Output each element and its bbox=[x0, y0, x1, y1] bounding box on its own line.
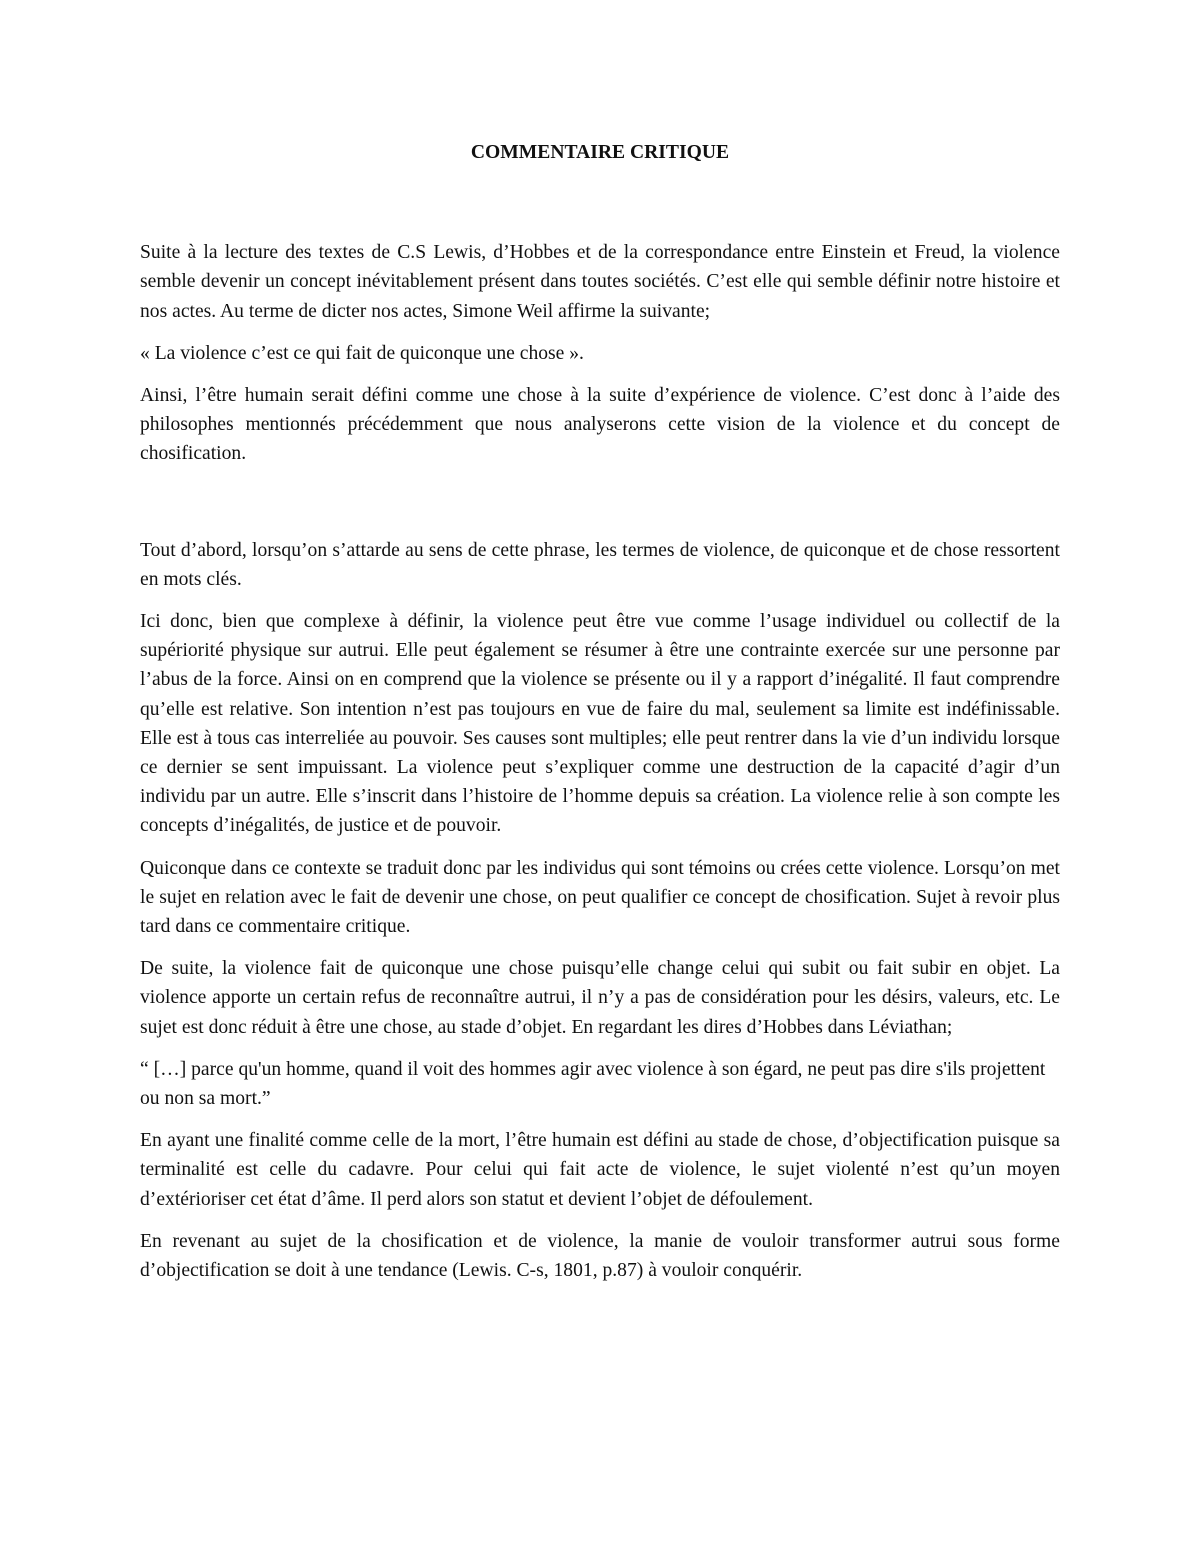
document-body bbox=[140, 138, 1060, 1298]
paragraph-thesis: Ainsi, l’être humain serait défini comme une chose à la suite d’expérience de violence. C’est donc à l’aide des philosophes mentionnés précédemment que nous analyserons cette vision de la violence et du concept de chosification. bbox=[140, 385, 1060, 465]
paragraph-finalite: En ayant une finalité comme celle de la mort, l’être humain est défini au stade de chose, d’objectification puisque sa terminalité est celle du cadavre. Pour celui qui fait acte de violence, le sujet violenté n’est qu’un moyen d’extérioriser cet état d’âme. Il perd alors son statut et devient l’objet de défoulement. bbox=[140, 1130, 1060, 1210]
paragraph-violence-definition: Ici donc, bien que complexe à définir, la violence peut être vue comme l’usage individuel ou collectif de la supériorité physique sur autrui. Elle peut également se résumer à être une contrainte exercée sur une personne par l’abus de la force. Ainsi on en comprend que la violence se présente ou il y a rapport d’inégalité. Il faut comprendre qu’elle est relative. Son intention n’est pas toujours en vue de faire du mal, seulement sa limite est indéfinissable. Elle est à tous cas interreliée au pouvoir. Ses causes sont multiples; elle peut rentrer dans la vie d’un individu lorsque ce dernier se sent impuissant. La violence peut s’expliquer comme une destruction de la capacité d’agir d’un individu par un autre. Elle s’inscrit dans l’histoire de l’homme depuis sa création. La violence relie à son compte les concepts d’inégalités, de justice et de pouvoir. bbox=[140, 611, 1060, 837]
paragraph-intro: Suite à la lecture des textes de C.S Lewis, d’Hobbes et de la correspondance entre Einstein et Freud, la violence semble devenir un concept inévitablement présent dans toutes sociétés. C’est elle qui semble définir notre histoire et nos actes. Au terme de dicter nos actes, Simone Weil affirme la suivante; bbox=[140, 242, 1060, 322]
quote-weil: « La violence c’est ce qui fait de quiconque une chose ». bbox=[140, 342, 584, 364]
paragraph-quiconque: Quiconque dans ce contexte se traduit donc par les individus qui sont témoins ou crées cette violence. Lorsqu’on met le sujet en relation avec le fait de devenir une chose, on peut qualifier ce concept de chosification. Sujet à revoir plus tard dans ce commentaire critique. bbox=[140, 857, 1060, 938]
quote-hobbes: “ […] parce qu'un homme, quand il voit des hommes agir avec violence à son égard, ne peut pas dire s'ils projettent ou non sa mort.” bbox=[140, 1058, 1046, 1110]
document-title: COMMENTAIRE CRITIQUE bbox=[470, 142, 730, 163]
paragraph-chose: De suite, la violence fait de quiconque une chose puisqu’elle change celui qui subit ou fait subir en objet. La violence apporte un certain refus de reconnaître autrui, il n’y a pas de considération pour les désirs, valeurs, etc. Le sujet est donc réduit à être une chose, au stade d’objet. En regardant les dires d’Hobbes dans Léviathan; bbox=[140, 958, 1060, 1038]
section-gap bbox=[140, 482, 1060, 536]
paragraph-chosification: En revenant au sujet de la chosification et de violence, la manie de vouloir transformer autrui sous forme d’objectification se doit à une tendance (Lewis. C-s, 1801, p.87) à vouloir conquérir. bbox=[140, 1230, 1060, 1282]
paragraph-keywords: Tout d’abord, lorsqu’on s’attarde au sens de cette phrase, les termes de violence, de quiconque et de chose ressortent en mots clés. bbox=[140, 539, 1060, 590]
